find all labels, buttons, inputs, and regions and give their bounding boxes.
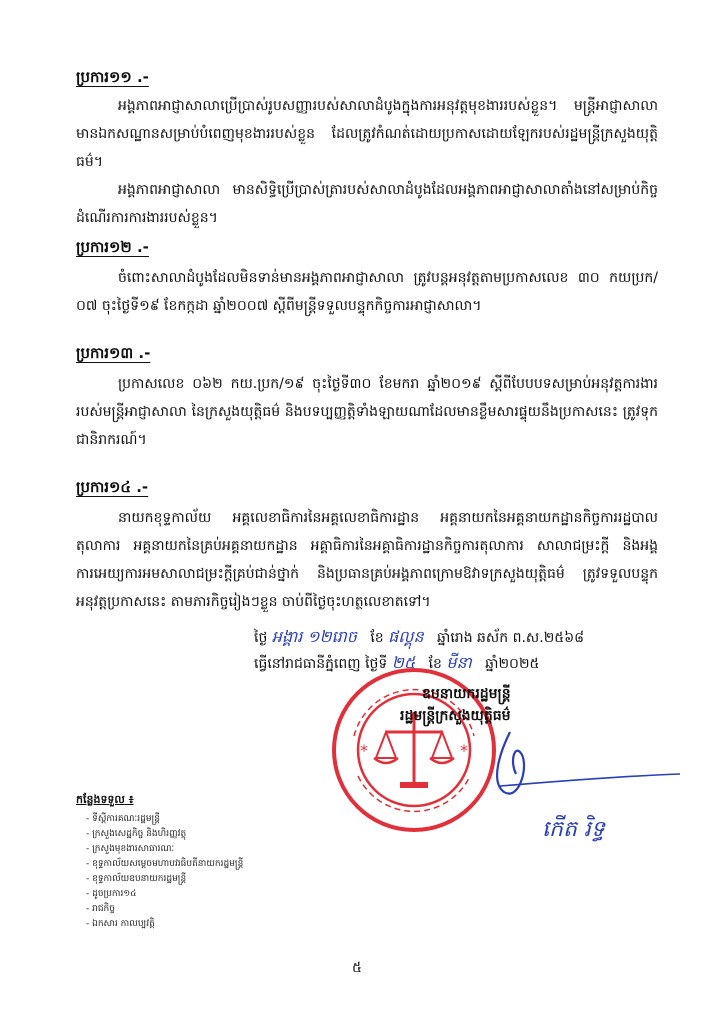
- recipient-item: - ដូចប្រការ១៤: [86, 889, 137, 899]
- recipient-item: - ខុទ្ទកាល័យសម្តេចមហាបវរធិបតីនាយករដ្ឋមន្ត្រី: [86, 859, 244, 869]
- recipient-item: - ឯកសារ កាលប្បវត្តិ: [86, 919, 155, 929]
- article-14-paragraph-1: នាយកខុទ្ទកាល័យ អគ្គលេខាធិការនៃអគ្គលេខាធិការដ្ឋាន អគ្គនាយកនៃអគ្គនាយកដ្ឋានកិច្ចការរដ្ឋបាលតុលាការ អគ្គនាយកនៃគ្រប់អគ្គនាយកដ្ឋាន អគ្គាធិការនៃអគ្គាធិការដ្ឋានកិច្ចការតុលាការ សាលាជម្រះក្តី និងអង្គការអេយ្យការអមសាលាជម្រះក្តីគ្រប់ជាន់ថ្នាក់ និងប្រធានគ្រប់អង្គភាពក្រោមឱវាទក្រសួងយុត្តិធម៌ ត្រូវទទួលបន្ទុកអនុវត្តប្រកាសនេះ តាមភារកិច្ចរៀងៗខ្លួន ចាប់ពីថ្ងៃចុះហត្ថលេខាតទៅ។: [76, 510, 658, 610]
- signatory-title-line-2: រដ្ឋមន្ត្រីក្រសួងយុត្តិធម៌: [400, 708, 511, 724]
- handwritten-signature-mark: [470, 722, 684, 814]
- recipient-item: - ក្រសួងសេដ្ឋកិច្ច និងហិរញ្ញវត្ថុ: [86, 829, 187, 839]
- recipient-item: - ខុទ្ទកាល័យឧបនាយករដ្ឋមន្ត្រី: [86, 874, 187, 884]
- svg-text:*: *: [360, 741, 368, 760]
- lunar-month-value: ផល្គុន: [388, 627, 424, 646]
- lunar-year-text: ឆ្នាំរោង ឆស័ក ព.ស.២៥៦៨: [437, 630, 585, 646]
- lunar-date-day: អង្គារ ១២រោច: [271, 627, 357, 646]
- lunar-date-line: [254, 626, 584, 650]
- lunar-date-prefix: ថ្ងៃ: [254, 630, 268, 646]
- solar-year-text: ឆ្នាំ២០២៥: [485, 656, 540, 672]
- recipient-item: - រាជកិច្ច: [86, 904, 115, 914]
- recipient-item: - ក្រសួងមុខងារសាធារណៈ: [86, 844, 175, 854]
- signatory-title-line-1: ឧបនាយករដ្ឋមន្ត្រី: [422, 686, 511, 702]
- article-12-paragraph-1: ចំពោះសាលាដំបូងដែលមិនទាន់មានអង្គភាពអាជ្ញាសាលា ត្រូវបន្តអនុវត្តតាមប្រកាសលេខ ៣០ កយប្រក/០៧ ចុះថ្ងៃទី១៩ ខែកក្កដា ឆ្នាំ២០០៧ ស្តីពីមន្ត្រីទទួលបន្ទុកកិច្ចការអាជ្ញាសាលា។: [76, 270, 658, 314]
- solar-month-value: មីនា: [446, 653, 472, 672]
- article-13-paragraph-1: ប្រកាសលេខ ០៦២ កយ.ប្រក/១៩ ចុះថ្ងៃទី៣០ ខែមករា ឆ្នាំ២០១៩ ស្តីពីបែបបទសម្រាប់អនុវត្តការងាររបស់មន្ត្រីអាជ្ញាសាលា នៃក្រសួងយុត្តិធម៌ និងបទប្បញ្ញត្តិទាំងឡាយណាដែលមានខ្លឹមសារផ្ទុយនឹងប្រកាសនេះ ត្រូវទុកជានិរាករណ៍។: [76, 376, 658, 448]
- article-14-heading: ប្រការ១៤ .-: [76, 478, 149, 496]
- page-number: ៥: [352, 960, 362, 976]
- solar-month-label: ខែ: [428, 656, 442, 672]
- svg-text:*: *: [460, 741, 468, 760]
- recipients-title: កន្លែងទទួល ៖: [76, 793, 134, 806]
- article-11-paragraph-2: អង្គភាពអាជ្ញាសាលា មានសិទ្ធិប្រើប្រាស់ត្រារបស់សាលាដំបូងដែលអង្គភាពអាជ្ញាសាលាតាំងនៅសម្រាប់កិច្ចដំណើរការការងាររបស់ខ្លួន។: [76, 182, 658, 226]
- recipients-list: [86, 812, 243, 932]
- signatory-name: កើត រិទ្ធ: [542, 817, 605, 842]
- article-11-paragraph-1: អង្គភាពអាជ្ញាសាលាប្រើប្រាស់រូបសញ្ញារបស់សាលាដំបូងក្នុងការអនុវត្តមុខងាររបស់ខ្លួន។ មន្ត្រីអាជ្ញាសាលាមានឯកសណ្ឋានសម្រាប់បំពេញមុខងាររបស់ខ្លួន ដែលត្រូវកំណត់ដោយប្រកាសដោយឡែករបស់រដ្ឋមន្ត្រីក្រសួងយុត្តិធម៌។: [76, 98, 658, 170]
- recipient-item: - ទីស្តីការគណៈរដ្ឋមន្ត្រី: [86, 814, 160, 824]
- solar-date-day: ២៥: [391, 653, 416, 672]
- lunar-month-label: ខែ: [370, 630, 384, 646]
- solar-date-prefix: ធ្វើនៅរាជធានីភ្នំពេញ ថ្ងៃទី: [254, 656, 388, 672]
- article-13-heading: ប្រការ១៣ .-: [76, 344, 151, 362]
- article-12-heading: ប្រការ១២ .-: [76, 238, 149, 256]
- article-11-heading: ប្រការ១១ .-: [76, 68, 149, 86]
